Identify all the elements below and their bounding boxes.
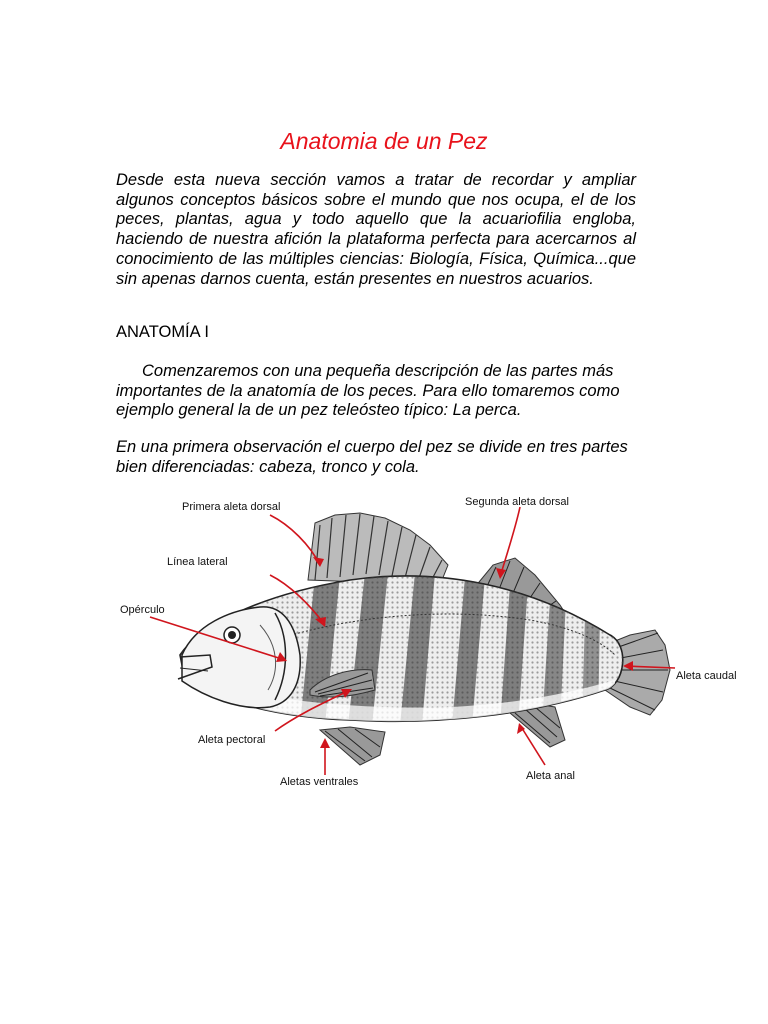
fish-anatomy-figure [110, 485, 750, 795]
label-linea-lateral: Línea lateral [167, 556, 228, 568]
label-aleta-anal: Aleta anal [526, 770, 575, 782]
description-paragraph: Comenzaremos con una pequeña descripción de las partes más importantes de la anatomía de los peces. Para ello tomaremos como ejemplo general la de un pez teleósteo típico: La perca. [116, 362, 620, 420]
observation-paragraph: En una primera observación el cuerpo del pez se divide en tres partes bien diferenciadas: cabeza, tronco y cola. [116, 438, 628, 476]
first-dorsal-fin-shape [308, 513, 448, 585]
section-heading: ANATOMÍA I [116, 323, 209, 341]
ventral-fin-shape [320, 727, 385, 765]
fish-illustration [110, 485, 750, 795]
intro-paragraph: Desde esta nueva sección vamos a tratar de recordar y ampliar algunos conceptos básicos sobre el mundo que nos ocupa, el de los peces, plantas, agua y todo aquello que la acuariofilia engloba, haciendo de nuestra afición la plataforma perfecta para acercarnos al conocimiento de las múltiples ciencias: Biología, Física, Química...que sin apenas darnos cuenta, están presentes en nuestros acuarios. [116, 171, 636, 288]
label-aleta-caudal: Aleta caudal [676, 670, 737, 682]
label-aletas-ventrales: Aletas ventrales [280, 776, 359, 788]
label-segunda-aleta-dorsal: Segunda aleta dorsal [465, 496, 569, 508]
page-title: Anatomia de un Pez [280, 128, 488, 154]
label-operculo: Opérculo [120, 604, 165, 616]
label-primera-aleta-dorsal: Primera aleta dorsal [182, 501, 281, 513]
label-aleta-pectoral: Aleta pectoral [198, 734, 266, 746]
